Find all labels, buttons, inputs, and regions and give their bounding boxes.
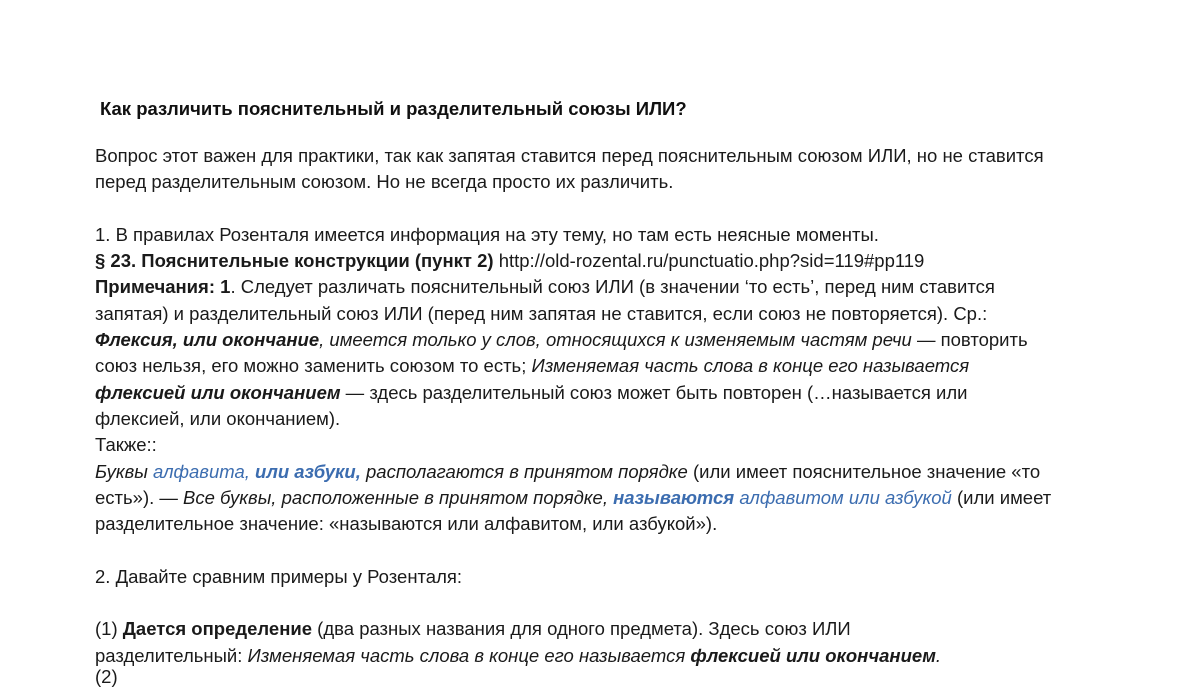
- example-1-term: Флексия, или окончание: [95, 329, 320, 351]
- cutoff-line: (2): [95, 666, 118, 687]
- item-number: (1): [95, 618, 123, 640]
- example-1-text: , имеется только у слов, относящихся к изменяемым частям речи: [319, 329, 912, 351]
- item-heading: Дается определение: [122, 618, 313, 640]
- alphabet-text-3: (или имеет пояснительное значение «то: [687, 460, 1041, 482]
- spacer: [95, 590, 1115, 616]
- item-example-term: флексией или окончанием: [690, 644, 936, 666]
- spacer: [95, 196, 1115, 222]
- alphabet-text-4: есть»). —: [95, 486, 184, 508]
- notes-text: . Следует различать пояснительный союз ИЛИ (в значении ‘то есть’, перед ним ставится: [230, 276, 995, 298]
- spacer: [95, 537, 1115, 563]
- item-text: (два разных названия для одного предмета). Здесь союз ИЛИ: [312, 618, 851, 640]
- alphabet-example-line-2: [95, 485, 1115, 511]
- rule-url: http://old-rozental.ru/punctuatio.php?sid=119#pp119: [493, 250, 925, 272]
- example-2-line: [95, 380, 1115, 406]
- section-3-line-2: [95, 643, 1115, 669]
- notes-line-2: запятая) и разделительный союз ИЛИ (перед ним запятая не ставится, если союз не повторяется). Ср.:: [95, 302, 988, 324]
- document-body: [95, 143, 1115, 669]
- also-label: Также::: [95, 434, 157, 456]
- example-line-8: флексией, или окончанием).: [95, 407, 341, 429]
- example-line-6-italic: Изменяемая часть слова в конце его называется: [531, 355, 970, 377]
- section-3-line-1: [95, 616, 1115, 642]
- section-2-line: 2. Давайте сравним примеры у Розенталя:: [95, 565, 463, 587]
- example-2-term: флексией или окончанием: [95, 381, 341, 403]
- alphabet-link-1: алфавита,: [153, 460, 256, 482]
- alphabet-link-2: или азбуки,: [255, 460, 361, 482]
- alphabet-text-1: Буквы: [95, 460, 154, 482]
- section-1-line-1: 1. В правилах Розенталя имеется информация на эту тему, но там есть неясные моменты.: [95, 223, 879, 245]
- item-text-2: разделительный:: [95, 644, 248, 666]
- alphabet-link-4: алфавитом или азбукой: [734, 486, 952, 508]
- alphabet-text-5: Все буквы, расположенные в принятом порядке,: [183, 486, 614, 508]
- item-example: Изменяемая часть слова в конце его называется: [247, 644, 691, 666]
- item-example-end: .: [935, 644, 942, 666]
- alphabet-link-3: называются: [613, 486, 735, 508]
- document-title: Как различить пояснительный и разделительный союзы ИЛИ?: [100, 98, 687, 119]
- alphabet-example-line-3: разделительное значение: «называются или алфавитом, или азбукой»).: [95, 513, 718, 535]
- rule-reference: § 23. Пояснительные конструкции (пункт 2): [95, 250, 494, 272]
- example-line-6-text: союз нельзя, его можно заменить союзом то есть;: [95, 355, 532, 377]
- alphabet-example-line-1: [95, 459, 1115, 485]
- example-1-tail: — повторить: [911, 329, 1028, 351]
- example-1-line: [95, 327, 1115, 353]
- intro-line-2: перед разделительным союзом. Но не всегда просто их различить.: [95, 171, 674, 193]
- notes-label: Примечания: 1: [95, 276, 231, 298]
- example-line-6: [95, 353, 1115, 379]
- notes-line: [95, 274, 1115, 300]
- alphabet-text-6: (или имеет: [951, 486, 1052, 508]
- alphabet-text-2: располагаются в принятом порядке: [360, 460, 688, 482]
- example-2-tail: — здесь разделительный союз может быть повторен (…называется или: [340, 381, 968, 403]
- rule-reference-line: [95, 248, 1115, 274]
- intro-line-1: Вопрос этот важен для практики, так как запятая ставится перед пояснительным союзом ИЛИ, но не ставится: [95, 145, 1044, 166]
